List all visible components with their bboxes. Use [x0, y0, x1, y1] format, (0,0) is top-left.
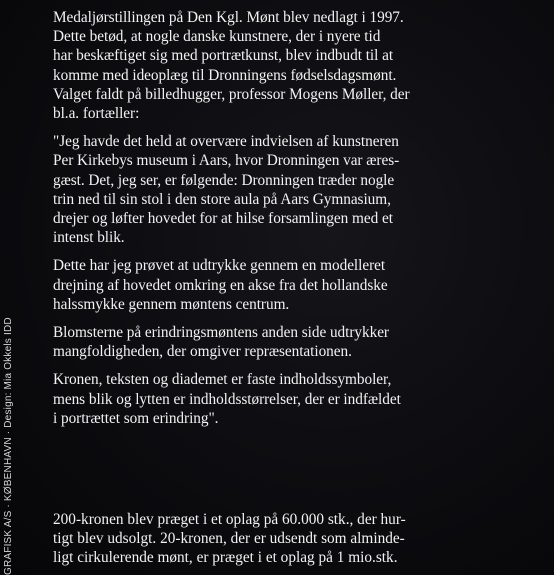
paragraph-mintage: 200-kronen blev præget i et oplag på 60.000 stk., der hur- tigt blev udsolgt. 20-kronen, der er udsendt som alminde- ligt cirkulerende mønt, er præget i et oplag på 1 mio.stk.: [53, 511, 406, 567]
paragraph-flowers: Blomsterne på erindringsmøntens anden side udtrykker mangfoldigheden, der omgiver repræsentationen.: [53, 324, 389, 361]
paragraph-symbols: Kronen, teksten og diademet er faste indholdssymboler, mens blik og lytten er indholdsstørrelser, der er indfældet i portrættet som erindring".: [53, 371, 401, 427]
side-credit: GRAFISK A/S · KØBENHAVN · Design: Mia Okkels IDD: [3, 317, 14, 575]
paragraph-rotation: Dette har jeg prøvet at udtrykke gennem en modelleret drejning af hovedet omkring en akse fra det hollandske halssmykke gennem møntens centrum.: [53, 257, 388, 313]
paragraph-quote-start: "Jeg havde det held at overvære indvielsen af kunstneren Per Kirkebys museum i Aars, hvor Dronningen var æres- gæst. Det, jeg ser, er følgende: Dronningen træder nogle trin ned til sin stol i den store aula på Aars Gymnasium, drejer og løfter hovedet for at hilse forsamlingen med et intenst blik.: [53, 133, 400, 247]
paragraph-intro: Medaljørstillingen på Den Kgl. Mønt blev nedlagt i 1997. Dette betød, at nogle danske kunstnere, der i nyere tid har beskæftiget sig med portrætkunst, blev indbudt til at komme med ideoplæg til Dronningens fødselsdagsmønt. Valget faldt på billedhugger, professor Mogens Møller, der bl.a. fortæller:: [53, 9, 410, 123]
main-text: [53, 8, 548, 436]
